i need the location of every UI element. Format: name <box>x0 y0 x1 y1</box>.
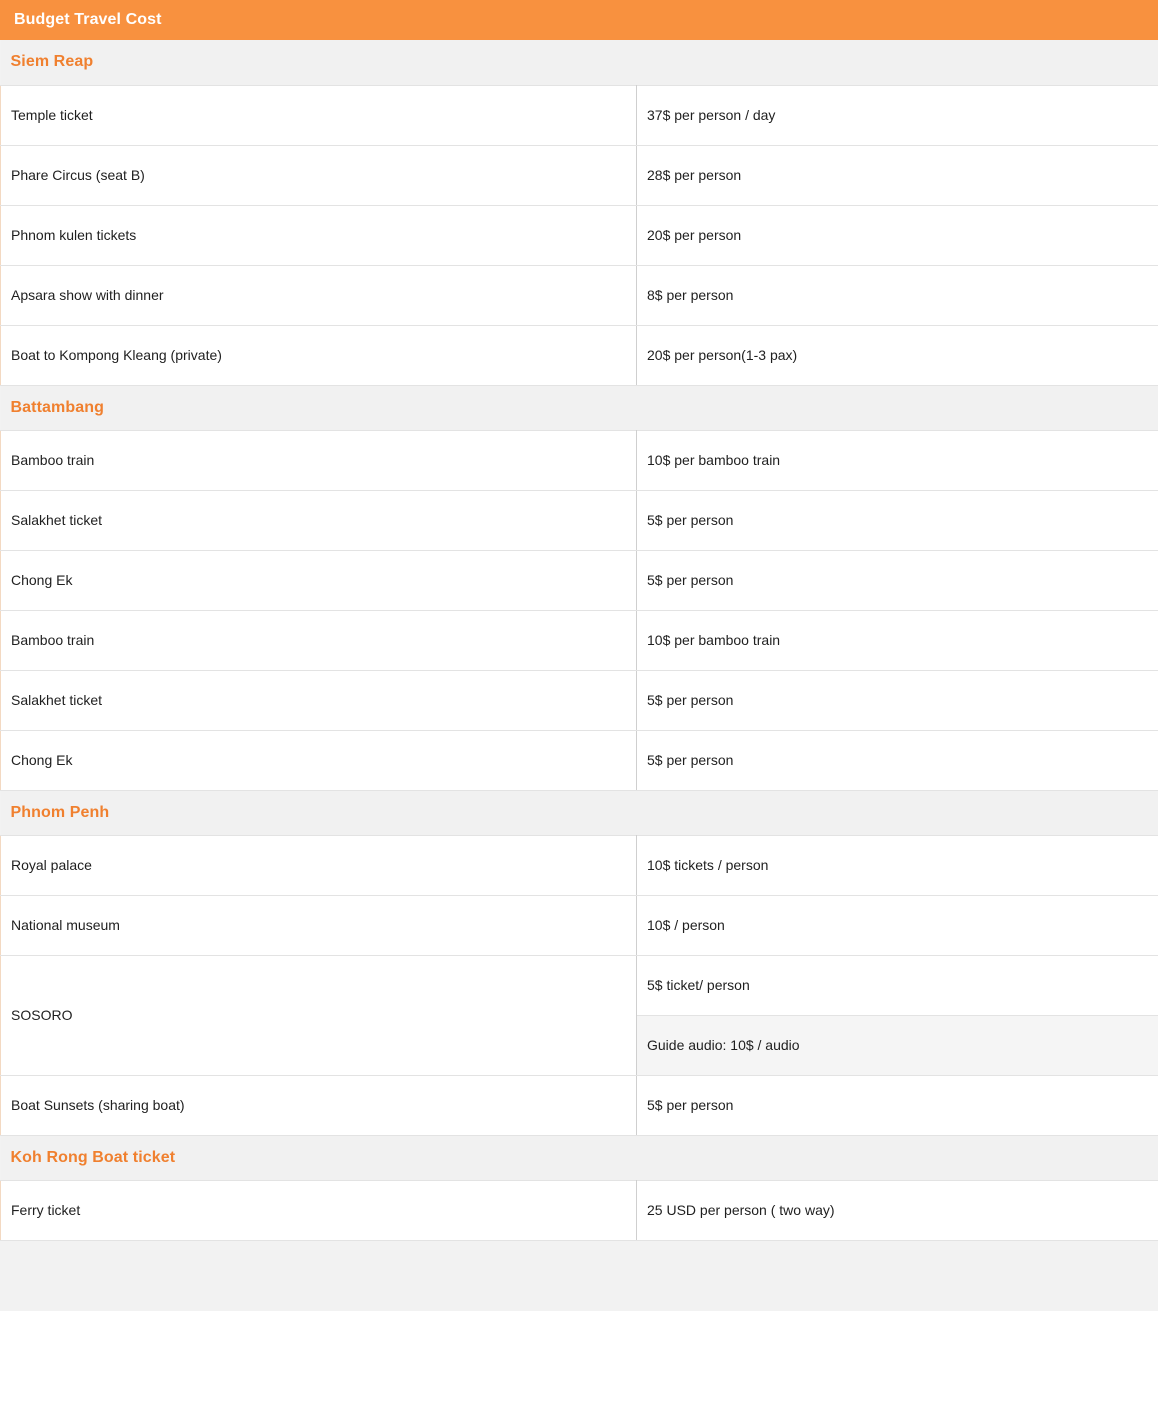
price-label: 8$ per person <box>647 287 733 303</box>
cell-item <box>1 895 637 955</box>
table-row[interactable] <box>1 610 1158 670</box>
price-label: 20$ per person(1-3 pax) <box>647 347 797 363</box>
cell-price <box>637 670 1158 730</box>
cell-price <box>637 1180 1158 1240</box>
cell-price <box>637 490 1158 550</box>
cost-table <box>0 40 1158 1241</box>
table-row[interactable] <box>1 325 1158 385</box>
cell-item <box>1 145 637 205</box>
table-row[interactable] <box>1 205 1158 265</box>
price-label: 28$ per person <box>647 167 741 183</box>
cell-item <box>1 325 637 385</box>
cost-table-body <box>1 40 1158 1240</box>
section-header-cell <box>1 40 1158 85</box>
cell-item <box>1 265 637 325</box>
item-label: Ferry ticket <box>11 1202 80 1218</box>
table-row[interactable] <box>1 895 1158 955</box>
cell-item <box>1 610 637 670</box>
item-label: Phare Circus (seat B) <box>11 167 145 183</box>
price-label: 5$ ticket/ person <box>647 977 750 993</box>
item-label: SOSORO <box>11 1007 72 1023</box>
section-header-cell <box>1 1135 1158 1180</box>
price-label: 37$ per person / day <box>647 107 775 123</box>
item-label: National museum <box>11 917 120 933</box>
price-label: 5$ per person <box>647 572 733 588</box>
cell-item <box>1 490 637 550</box>
price-label: 5$ per person <box>647 512 733 528</box>
item-label: Salakhet ticket <box>11 692 102 708</box>
page-title: Budget Travel Cost <box>14 12 162 28</box>
cell-price <box>637 895 1158 955</box>
cell-price <box>637 730 1158 790</box>
section-header-row <box>1 385 1158 430</box>
price-label: Guide audio: 10$ / audio <box>647 1037 800 1053</box>
item-label: Bamboo train <box>11 632 94 648</box>
cell-price <box>637 835 1158 895</box>
item-label: Chong Ek <box>11 572 72 588</box>
cell-price <box>637 1075 1158 1135</box>
cell-item <box>1 205 637 265</box>
price-label: 10$ / person <box>647 917 725 933</box>
cost-table-container <box>0 40 1158 1311</box>
section-title: Phnom Penh <box>11 804 110 821</box>
section-header-cell <box>1 385 1158 430</box>
section-header-cell <box>1 790 1158 835</box>
cell-price <box>637 325 1158 385</box>
price-label: 25 USD per person ( two way) <box>647 1202 835 1218</box>
cell-price <box>637 265 1158 325</box>
item-label: Bamboo train <box>11 452 94 468</box>
cell-price <box>637 145 1158 205</box>
table-row[interactable] <box>1 1075 1158 1135</box>
table-row[interactable] <box>1 1180 1158 1240</box>
cell-price <box>637 610 1158 670</box>
item-label: Apsara show with dinner <box>11 287 164 303</box>
table-row[interactable] <box>1 835 1158 895</box>
item-label: Boat Sunsets (sharing boat) <box>11 1097 185 1113</box>
cell-item <box>1 730 637 790</box>
table-row[interactable] <box>1 265 1158 325</box>
cell-item <box>1 955 637 1075</box>
cell-price <box>637 430 1158 490</box>
cell-price <box>637 955 1158 1015</box>
item-label: Boat to Kompong Kleang (private) <box>11 347 222 363</box>
section-header-row <box>1 790 1158 835</box>
cell-item <box>1 430 637 490</box>
table-row[interactable] <box>1 730 1158 790</box>
price-label: 10$ tickets / person <box>647 857 768 873</box>
table-row[interactable] <box>1 955 1158 1015</box>
price-label: 20$ per person <box>647 227 741 243</box>
table-filler <box>0 1241 1158 1311</box>
section-header-row <box>1 1135 1158 1180</box>
page-bottom-spacer <box>0 1311 1158 1402</box>
price-label: 10$ per bamboo train <box>647 632 780 648</box>
table-row[interactable] <box>1 670 1158 730</box>
cell-item <box>1 1180 637 1240</box>
price-label: 5$ per person <box>647 752 733 768</box>
section-header-row <box>1 40 1158 85</box>
cell-price <box>637 550 1158 610</box>
cell-item <box>1 85 637 145</box>
section-title: Siem Reap <box>11 53 94 70</box>
section-title: Koh Rong Boat ticket <box>11 1149 176 1166</box>
cell-item <box>1 835 637 895</box>
price-label: 5$ per person <box>647 1097 733 1113</box>
price-label: 5$ per person <box>647 692 733 708</box>
table-row[interactable] <box>1 430 1158 490</box>
item-label: Phnom kulen tickets <box>11 227 136 243</box>
table-row[interactable] <box>1 85 1158 145</box>
cell-item <box>1 550 637 610</box>
section-title: Battambang <box>11 399 104 416</box>
cell-price <box>637 85 1158 145</box>
cell-price <box>637 205 1158 265</box>
cell-item <box>1 670 637 730</box>
item-label: Royal palace <box>11 857 92 873</box>
title-bar <box>0 0 1158 40</box>
price-label: 10$ per bamboo train <box>647 452 780 468</box>
table-row[interactable] <box>1 550 1158 610</box>
table-row[interactable] <box>1 490 1158 550</box>
item-label: Salakhet ticket <box>11 512 102 528</box>
table-row[interactable] <box>1 145 1158 205</box>
item-label: Chong Ek <box>11 752 72 768</box>
cell-item <box>1 1075 637 1135</box>
item-label: Temple ticket <box>11 107 93 123</box>
cell-price <box>637 1015 1158 1075</box>
